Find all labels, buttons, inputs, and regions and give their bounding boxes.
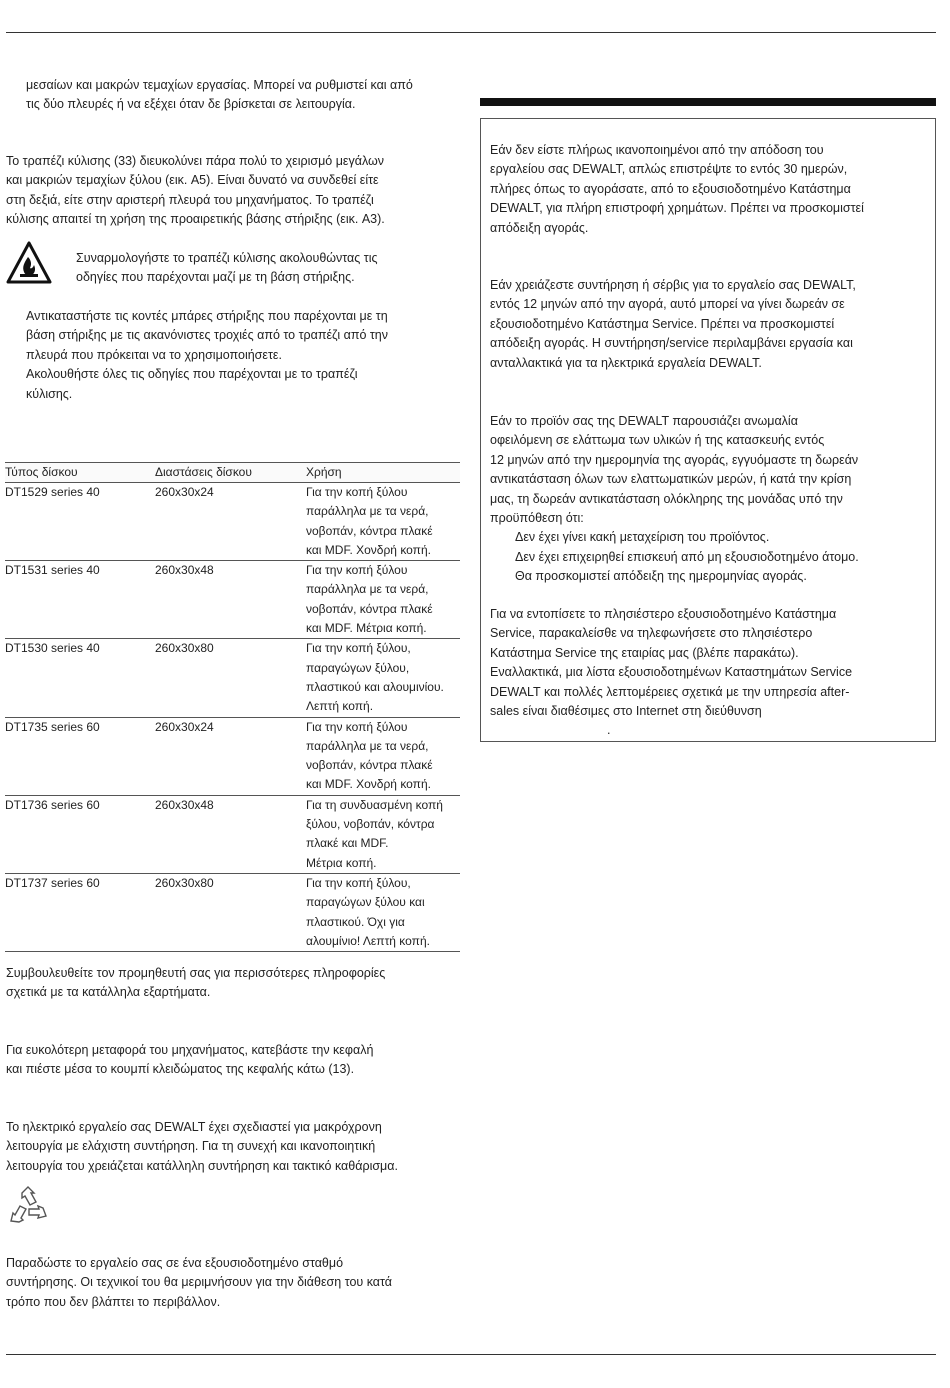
text-line: τις δύο πλευρές ή να εξέχει όταν δε βρίσκεται σε λειτουργία. xyxy=(26,97,356,112)
cell-line: παράλληλα με τα νερά, xyxy=(306,738,429,753)
blade-dimension-cell: 260x30x80 xyxy=(155,873,306,951)
text-line: Αντικαταστήστε τις κοντές μπάρες στήριξης που παρέχονται με τη xyxy=(26,309,388,323)
cell-line: πλακέ και MDF. xyxy=(306,836,389,851)
cell-line: ξύλου, νοβοπάν, κόντρα xyxy=(306,817,435,832)
blade-dimension-cell: 260x30x80 xyxy=(155,639,306,717)
text-line: Ακολουθήστε όλες τις οδηγίες που παρέχονται με το τραπέζι xyxy=(26,367,358,382)
bottom-rule xyxy=(6,1354,936,1355)
transport-paragraph xyxy=(6,1041,466,1080)
blade-dimension-cell: 260x30x24 xyxy=(155,483,306,561)
accessories-paragraph xyxy=(6,964,466,1003)
table-header-row xyxy=(5,463,460,483)
table-row xyxy=(5,639,460,717)
cell-line: και MDF. Χονδρή κοπή. xyxy=(306,542,431,557)
text-line: αντικατάσταση όλων των ελαττωματικών μερών, ή κατά την κρίση xyxy=(490,472,852,487)
text-line: sales είναι διαθέσιμες στο Internet στη διεύθυνση xyxy=(490,704,762,719)
blade-use-cell xyxy=(306,717,460,795)
blade-dimension-cell: 260x30x48 xyxy=(155,561,306,639)
table-row xyxy=(5,873,460,951)
blade-use-cell xyxy=(306,639,460,717)
text-line: σχετικά με τα κατάλληλα εξαρτήματα. xyxy=(6,985,211,1000)
assembly-steps xyxy=(26,307,466,404)
cell-line: αλουμίνιο! Λεπτή κοπή. xyxy=(306,933,430,948)
top-rule xyxy=(6,32,936,33)
table-row xyxy=(5,561,460,639)
intro-paragraph xyxy=(26,76,466,115)
cell-line: Για τη συνδυασμένη κοπή xyxy=(306,797,443,812)
condition-item: Θα προσκομιστεί απόδειξη της ημερομηνίας αγοράς. xyxy=(515,569,807,584)
cell-line: παράλληλα με τα νερά, xyxy=(306,582,429,597)
text-line: οφειλόμενη σε ελάττωμα των υλικών ή της κατασκευής εντός xyxy=(490,433,825,448)
roller-table-paragraph xyxy=(6,152,466,230)
cell-line: και MDF. Μέτρια κοπή. xyxy=(306,621,427,636)
text-line: Συμβουλευθείτε τον προμηθευτή σας για περισσότερες πληροφορίες xyxy=(6,966,386,980)
text-line: DEWALT, για πλήρη επιστροφή χρημάτων. Πρέπει να προσκομιστεί xyxy=(490,201,864,216)
blade-dimension-cell: 260x30x24 xyxy=(155,717,306,795)
satisfaction-paragraph xyxy=(490,141,930,238)
text-line: Service, παρακαλείσθε να τηλεφωνήσετε στο πλησιέστερο xyxy=(490,626,813,641)
text-line: Για ευκολότερη μεταφορά του μηχανήματος, κατεβάστε την κεφαλή xyxy=(6,1043,374,1057)
text-line: λειτουργία του χρειάζεται κατάλληλη συντήρηση και τακτικό καθάρισμα. xyxy=(6,1158,398,1173)
text-line: Εάν χρειάζεστε συντήρηση ή σέρβις για το εργαλείο σας DEWALT, xyxy=(490,278,856,292)
cell-line: Για την κοπή ξύλου, xyxy=(306,641,411,656)
text-line: μεσαίων και μακρών τεμαχίων εργασίας. Μπορεί να ρυθμιστεί και από xyxy=(26,78,413,92)
table-row xyxy=(5,795,460,873)
environment-paragraph xyxy=(6,1254,466,1312)
text-line: απόδειξη αγοράς. xyxy=(490,220,589,235)
text-line: μας, τη δωρεάν αντικατάσταση ολόκληρης της μονάδας υπό την xyxy=(490,491,843,506)
text-line: Εναλλακτικά, μια λίστα εξουσιοδοτημένων Καταστημάτων Service xyxy=(490,665,853,680)
guarantee-paragraph xyxy=(490,412,930,587)
column-header: Χρήση xyxy=(306,463,460,483)
text-line: και πιέστε μέσα το κουμπί κλειδώματος της κεφαλής κάτω (13). xyxy=(6,1062,355,1077)
cell-line: παραγώγων ξύλου, xyxy=(306,660,410,675)
blade-type-cell: DT1531 series 40 xyxy=(5,561,155,639)
cell-line: πλαστικού. Όχι για xyxy=(306,914,405,929)
blade-type-cell: DT1736 series 60 xyxy=(5,795,155,873)
text-line: DEWALT και πολλές λεπτομέρειες σχετικά με την υπηρεσία after- xyxy=(490,684,850,699)
locate-service-paragraph xyxy=(490,605,930,741)
text-line: Συναρμολογήστε το τραπέζι κύλισης ακολουθώντας τις xyxy=(76,251,378,265)
guarantee-header-bar xyxy=(480,98,936,106)
cell-line: πλαστικού και αλουμινίου. xyxy=(306,679,444,694)
service-paragraph xyxy=(490,276,930,373)
blade-type-cell: DT1529 series 40 xyxy=(5,483,155,561)
cell-line: Για την κοπή ξύλου, xyxy=(306,875,411,890)
cell-line: παραγώγων ξύλου και xyxy=(306,895,425,910)
text-line: στη δεξιά, είτε στην αριστερή πλευρά του μηχανήματος. Το τραπέζι xyxy=(6,192,374,207)
recycle-icon xyxy=(5,1184,51,1230)
text-line: κύλισης απαιτεί τη χρήση της προαιρετικής βάσης στήριξης (εικ. A3). xyxy=(6,212,385,227)
table-row xyxy=(5,717,460,795)
cell-line: νοβοπάν, κόντρα πλακέ xyxy=(306,523,433,538)
cell-line: Για την κοπή ξύλου xyxy=(306,719,408,734)
condition-item: Δεν έχει επιχειρηθεί επισκευή από μη εξουσιοδοτημένο άτομο. xyxy=(515,549,859,564)
blade-type-cell: DT1530 series 40 xyxy=(5,639,155,717)
warning-text xyxy=(76,249,466,288)
text-line: τρόπο που δεν βλάπτει το περιβάλλον. xyxy=(6,1294,221,1309)
text-line: πλήρες όπως το αγοράσατε, από το εξουσιοδοτημένο Κατάστημα xyxy=(490,181,851,196)
text-line: λειτουργία με ελάχιστη συντήρηση. Για τη συνεχή και ικανοποιητική xyxy=(6,1139,376,1154)
text-line: εξουσιοδοτημένο Κατάστημα Service. Πρέπει να προσκομιστεί xyxy=(490,316,835,331)
saw-blade-table xyxy=(5,462,460,952)
cell-line: παράλληλα με τα νερά, xyxy=(306,504,429,519)
blade-type-cell: DT1737 series 60 xyxy=(5,873,155,951)
cell-line: νοβοπάν, κόντρα πλακέ xyxy=(306,758,433,773)
blade-use-cell xyxy=(306,795,460,873)
cell-line: και MDF. Χονδρή κοπή. xyxy=(306,777,431,792)
text-line: 12 μηνών από την ημερομηνία της αγοράς, εγγυόμαστε τη δωρεάν xyxy=(490,452,859,467)
text-line: Για να εντοπίσετε το πλησιέστερο εξουσιοδοτημένο Κατάστημα xyxy=(490,607,837,621)
table-row xyxy=(5,483,460,561)
text-line: Παραδώστε το εργαλείο σας σε ένα εξουσιοδοτημένο σταθμό xyxy=(6,1256,344,1270)
condition-item: Δεν έχει γίνει κακή μεταχείριση του προϊόντος. xyxy=(515,530,770,545)
blade-use-cell xyxy=(306,483,460,561)
text-line: Το τραπέζι κύλισης (33) διευκολύνει πάρα πολύ το χειρισμό μεγάλων xyxy=(6,154,385,168)
cell-line: νοβοπάν, κόντρα πλακέ xyxy=(306,601,433,616)
column-header: Τύπος δίσκου xyxy=(5,463,155,483)
text-line: και μακριών τεμαχίων ξύλου (εικ. A5). Είναι δυνατό να συνδεθεί είτε xyxy=(6,173,379,188)
text-line: προϋπόθεση ότι: xyxy=(490,511,584,526)
blade-type-cell: DT1735 series 60 xyxy=(5,717,155,795)
cell-line: Για την κοπή ξύλου xyxy=(306,485,408,499)
text-line: κύλισης. xyxy=(26,386,73,401)
text-line: πλευρά που πρόκειται να το χρησιμοποιήσετε. xyxy=(26,347,282,362)
text-line: εργαλείου σας DEWALT, απλώς επιστρέψτε το εντός 30 ημερών, xyxy=(490,162,848,177)
blade-use-cell xyxy=(306,873,460,951)
cell-line: Μέτρια κοπή. xyxy=(306,855,377,870)
text-line: οδηγίες που παρέχονται μαζί με τη βάση στήριξης. xyxy=(76,270,355,285)
text-line: Εάν δεν είστε πλήρως ικανοποιημένοι από την απόδοση του xyxy=(490,143,824,157)
cell-line: Για την κοπή ξύλου xyxy=(306,563,408,578)
maintenance-paragraph xyxy=(6,1118,466,1176)
flammable-warning-icon xyxy=(6,240,52,286)
text-line: ανταλλακτικά για τα ηλεκτρικά εργαλεία DEWALT. xyxy=(490,355,762,370)
text-line: εντός 12 μηνών από την αγορά, αυτό μπορεί να γίνει δωρεάν σε xyxy=(490,297,845,312)
blade-use-cell xyxy=(306,561,460,639)
text-line: Εάν το προϊόν σας της DEWALT παρουσιάζει ανωμαλία xyxy=(490,414,798,428)
blade-dimension-cell: 260x30x48 xyxy=(155,795,306,873)
text-line: απόδειξη αγοράς. Η συντήρηση/service περιλαμβάνει εργασία και xyxy=(490,336,853,351)
text-line: Κατάστημα Service της εταιρίας μας (βλέπε παρακάτω). xyxy=(490,645,799,660)
text-line: Το ηλεκτρικό εργαλείο σας DEWALT έχει σχεδιαστεί για μακρόχρονη xyxy=(6,1120,382,1134)
cell-line: Λεπτή κοπή. xyxy=(306,699,374,714)
column-header: Διαστάσεις δίσκου xyxy=(155,463,306,483)
text-line: συντήρησης. Οι τεχνικοί του θα μεριμνήσουν για την διάθεση του κατά xyxy=(6,1275,393,1290)
text-line: . xyxy=(607,723,611,738)
text-line: βάση στήριξης με τις ακανόνιστες τροχιές από το τραπέζι από την xyxy=(26,328,389,343)
